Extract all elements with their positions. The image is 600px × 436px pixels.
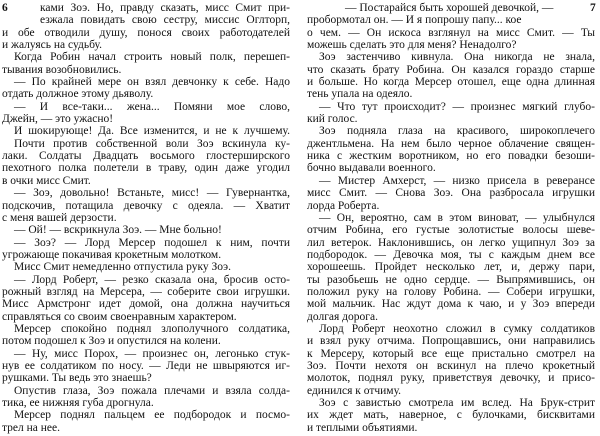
text-line: Джейн, — это ужасно! [2,113,114,126]
text-line: ника с жестким воротником, но его повадки безоши- [307,150,595,163]
text-line: джентльмена. На нем было черное облачение священ- [307,137,595,150]
text-line: отчим Робина, его густые золотистые волосы шеве- [307,224,595,237]
text-line: — Что тут происходит? — произнес мягкий глубо- [319,100,595,113]
text-line: рушками. Ты ведь это знаешь? [2,372,152,385]
text-line: — Ну, мисс Порох, — произнес он, легонько стук- [14,347,290,360]
text-line: подбородок. — Девочка моя, ты с каждым днем все [307,248,595,261]
text-line: — Постарайся быть хорошей девочкой, — [345,2,554,14]
text-line: мой мальчик. Нас ждут дома к чаю, и у Зоэ впереди [307,298,595,311]
text-line: лил ветерок. Наклонившись, он легко ущипнул Зоэ за [307,236,595,249]
text-line: ками Зоэ. Но, правду сказать, мисс Смит при- [40,2,290,14]
text-line: — Он, вероятно, сам в этом виноват, — улыбнулся [319,211,595,224]
text-line: можешь сделать это для меня? Ненадолго? [307,39,517,52]
text-line: Зоэ. Почти нехотя он вскинул на плечо крокетный [307,359,595,372]
text-line: лорда Роберта. [307,199,380,212]
text-line: Когда Робин начал строить новый полк, перешеп- [14,51,290,64]
text-line: — По крайней мере он взял девчонку к себе. Надо [14,76,290,89]
text-line: Лорд Роберт неохотно сложил в сумку солдатиков [319,322,595,335]
text-line: потом подошел к Зоэ и опустился на колени. [2,335,221,348]
text-line: — Лорд Роберт, — резко сказала она, бросив осто- [14,273,290,286]
text-line: — Ой! — вскрикнула Зоэ. — Мне больно! [14,224,222,237]
text-line: — И все-таки... жена... Помяни мое слово, [14,100,290,113]
text-line: тика, ее нижняя губа дрогнула. [2,397,154,409]
right-page-text [307,2,595,434]
text-line: — Мистер Амхерст, — низко присела в реверансе [319,174,595,187]
text-line: Мисс Армстронг идет домой, она должна научиться [2,298,290,311]
text-line: Зоэ застенчиво кивнула. Она никогда не знала, [319,51,595,64]
text-line: и больше. Но когда Мерсер отошел, еще одна длинная [307,76,595,89]
text-line: что сказать брату Робина. Он казался гораздо старше [307,63,595,76]
text-line: подскочив, потащила девочку с одеяла. — Хватит [2,199,290,212]
text-line: угрожающе покачивая крокетным молотком. [2,248,222,261]
text-line: Почти против собственной воли Зоэ вскинула ку- [14,137,290,150]
text-line: тень упала на одеяло. [307,88,413,101]
text-line: лаки. Солдаты Двадцать восьмого глостерширского [2,150,290,163]
text-line: ты разобьешь не одно сердце. — Выпрямившись, он [307,273,595,286]
page-number-left: 6 [2,2,8,14]
text-line: — Зоэ, довольно! Встаньте, мисс! — Гувернантка, [14,187,290,200]
text-line: Мерсер поднял пальцем ее подбородок и посмо- [14,409,290,422]
text-line: пробормотал он. — И я попрошу папу... кое [307,14,522,27]
text-line: Опустив глаза, Зоэ пожала плечами и взяла солда- [14,384,290,397]
text-line: тывания возобновились. [2,63,122,76]
text-line: рожный взгляд на Мерсера, — соберите свои игрушки. [2,285,290,298]
text-line: и жалуясь на судьбу. [2,39,102,52]
text-line: положил руку на голову Робина. — Собери игрушки, [307,285,595,298]
text-line: — Зоэ? — Лорд Мерсер подошел к ним, почти [14,236,290,249]
text-line: трел на нее. [2,421,61,434]
text-line: нув ее солдатиком по носу. — Леди не швыряются иг- [2,359,290,372]
text-line: и обе отводили душу, понося своих работодателей [2,26,290,39]
text-line: Зоэ подняла глаза на красивого, широкоплечего [319,125,595,138]
text-line: и теплыми объятиями. [307,421,418,434]
text-line: мисс Смит. — Снова Зоэ. Она разбросала игрушки [307,187,595,200]
text-line: кий голос. [307,113,358,126]
text-line: о чем. — Он искоса взглянул на мисс Смит. — Ты [307,26,595,39]
page-number-right: 7 [590,2,596,14]
text-line: единился к отчиму. [307,384,402,397]
text-line: бочно выдавали военного. [307,162,436,175]
text-line: Зоэ с завистью смотрела им вслед. На Брук-стрит [319,397,595,409]
text-line: справляться со своим своенравным характером. [2,310,237,323]
text-line: хорошеешь. Пройдет несколько лет, и, держу пари, [307,261,595,274]
text-line: с меня вашей дерзости. [2,211,117,224]
text-line: езжала повидать свою сестру, миссис Оглторп, [40,14,290,27]
text-line: молоток, поднял руку, приветствуя девочку, и присо- [307,372,595,385]
text-line: пехотного полка полетели в траву, один даже угодил [2,162,290,175]
text-line: в очки мисс Смит. [2,174,91,187]
text-line: Мисс Смит немедленно отпустила руку Зоэ. [14,261,231,274]
text-line: долгая дорога. [307,310,378,323]
text-line: Мерсер спокойно поднял злополучного солдатика, [14,322,290,335]
text-line: к Мерсеру, который все еще пристально смотрел на [307,347,595,360]
text-line: и взял руку отчима. Попрощавшись, они направились [307,335,595,348]
text-line: И шокирующе! Да. Все изменится, и не к лучшему. [14,125,290,138]
text-line: отдать должное этому дьяволу. [2,88,154,101]
text-line: их ждет мать, наверное, с булочками, бисквитами [307,409,595,422]
left-page-text [2,2,290,434]
